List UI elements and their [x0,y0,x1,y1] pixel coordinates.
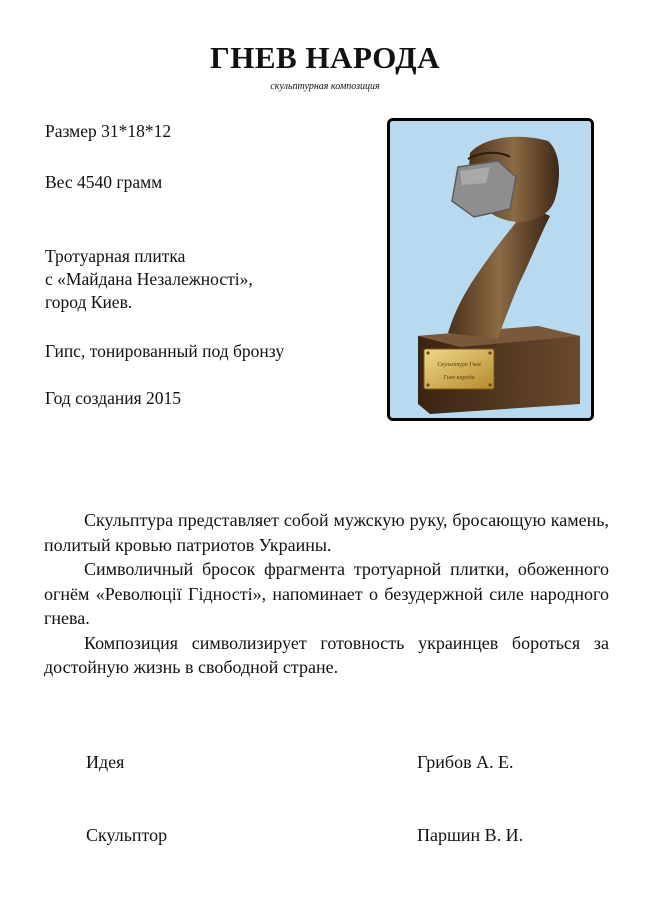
sculpture-fist-icon [390,121,591,418]
sculpture-plaque [424,349,494,389]
size-spec: Размер 31*18*12 [45,121,172,141]
sculptor-name: Паршин В. И. [417,825,524,845]
page-subtitle: скульптурная композиция [270,81,380,92]
description-paragraph: Композиция символизирует готовность украинцев бороться за достойную жизнь в свободной стране. [44,632,609,677]
sculpture-photo [387,118,594,421]
page-title: ГНЕВ НАРОДА [210,40,440,75]
material-spec [45,245,253,314]
material-line: Тротуарная плитка [45,246,186,266]
year-spec: Год создания 2015 [45,388,182,408]
weight-spec: Вес 4540 грамм [45,172,163,192]
description [44,508,609,680]
finish-spec: Гипс, тонированный под бронзу [45,341,285,361]
idea-name: Грибов А. Е. [417,752,514,772]
sculptor-label: Скульптор [86,825,168,845]
description-paragraph: Символичный бросок фрагмента тротуарной плитки, обоженного огнём «Революції Гідності», напоминает о безудержной силе народного гнева. [44,559,609,628]
description-paragraph: Скульптура представляет собой мужскую руку, бросающую камень, политый кровью патриотов Украины. [44,510,609,555]
material-line: город Киев. [45,292,133,312]
plaque-text: Гнев народа [443,375,475,381]
plaque-text: Скульптура Гнев [437,362,481,368]
material-line: с «Майдана Незалежності», [45,269,253,289]
idea-label: Идея [86,752,125,772]
